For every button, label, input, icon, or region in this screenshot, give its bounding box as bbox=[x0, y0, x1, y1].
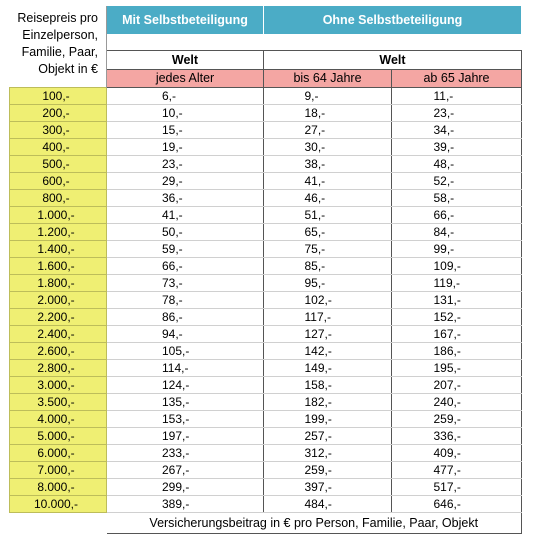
value-mit bbox=[107, 122, 264, 139]
value-bis-64-text: 127,- bbox=[304, 326, 332, 341]
value-bis-64-text: 46,- bbox=[304, 190, 326, 205]
table-row bbox=[10, 224, 522, 241]
value-ab-65 bbox=[392, 207, 522, 224]
value-bis-64-text: 9,- bbox=[304, 88, 319, 103]
table-row bbox=[10, 122, 522, 139]
value-bis-64 bbox=[264, 224, 392, 241]
price-cell-text: 1.200,- bbox=[37, 224, 75, 239]
value-ab-65-text: 48,- bbox=[433, 156, 455, 171]
price-cell-text: 3.500,- bbox=[37, 394, 75, 409]
value-ab-65 bbox=[392, 224, 522, 241]
price-cell bbox=[10, 343, 107, 360]
price-cell bbox=[10, 462, 107, 479]
price-cell bbox=[10, 258, 107, 275]
value-mit-text: 73,- bbox=[162, 275, 183, 290]
value-mit-text: 233,- bbox=[162, 445, 190, 460]
value-ab-65-text: 23,- bbox=[433, 105, 455, 120]
price-cell-text: 4.000,- bbox=[37, 411, 75, 426]
value-mit-text: 105,- bbox=[162, 343, 190, 358]
price-cell bbox=[10, 224, 107, 241]
table-row bbox=[10, 275, 522, 292]
value-ab-65 bbox=[392, 275, 522, 292]
value-ab-65-text: 646,- bbox=[433, 496, 461, 511]
price-cell-text: 2.000,- bbox=[37, 292, 75, 307]
price-cell-text: 400,- bbox=[42, 139, 70, 154]
value-mit-text: 86,- bbox=[162, 309, 183, 324]
table-row bbox=[10, 207, 522, 224]
value-bis-64-text: 85,- bbox=[304, 258, 326, 273]
value-bis-64 bbox=[264, 394, 392, 411]
value-ab-65-text: 11,- bbox=[433, 88, 454, 103]
price-cell bbox=[10, 173, 107, 190]
price-cell-text: 8.000,- bbox=[37, 479, 75, 494]
price-cell bbox=[10, 309, 107, 326]
age-ab-65: ab 65 Jahre bbox=[392, 70, 522, 88]
price-cell-text: 2.400,- bbox=[37, 326, 75, 341]
value-ab-65-text: 66,- bbox=[433, 207, 455, 222]
value-mit bbox=[107, 496, 264, 513]
value-bis-64-text: 51,- bbox=[304, 207, 326, 222]
table-row bbox=[10, 173, 522, 190]
value-mit bbox=[107, 309, 264, 326]
value-ab-65 bbox=[392, 394, 522, 411]
value-mit bbox=[107, 360, 264, 377]
value-bis-64 bbox=[264, 122, 392, 139]
price-cell bbox=[10, 411, 107, 428]
value-ab-65 bbox=[392, 241, 522, 258]
price-cell bbox=[10, 105, 107, 122]
price-cell bbox=[10, 241, 107, 258]
value-mit-text: 299,- bbox=[162, 479, 190, 494]
value-bis-64 bbox=[264, 156, 392, 173]
value-bis-64 bbox=[264, 360, 392, 377]
value-ab-65 bbox=[392, 496, 522, 513]
table-row bbox=[10, 258, 522, 275]
value-mit bbox=[107, 326, 264, 343]
value-mit bbox=[107, 428, 264, 445]
age-bis-64: bis 64 Jahre bbox=[264, 70, 392, 88]
price-cell-text: 500,- bbox=[42, 156, 70, 171]
value-mit-text: 153,- bbox=[162, 411, 190, 426]
value-mit bbox=[107, 445, 264, 462]
price-cell-text: 2.800,- bbox=[37, 360, 75, 375]
price-cell bbox=[10, 156, 107, 173]
price-cell bbox=[10, 122, 107, 139]
price-cell bbox=[10, 428, 107, 445]
value-mit bbox=[107, 173, 264, 190]
table-row bbox=[10, 445, 522, 462]
value-mit bbox=[107, 88, 264, 105]
value-mit-text: 124,- bbox=[162, 377, 190, 392]
value-ab-65 bbox=[392, 428, 522, 445]
value-mit bbox=[107, 394, 264, 411]
value-ab-65 bbox=[392, 343, 522, 360]
region-ohne: Welt bbox=[264, 51, 522, 70]
value-bis-64 bbox=[264, 292, 392, 309]
value-mit bbox=[107, 190, 264, 207]
table-row bbox=[10, 428, 522, 445]
value-mit-text: 135,- bbox=[162, 394, 190, 409]
corner-line: Reisepreis pro bbox=[17, 11, 98, 25]
value-mit-text: 197,- bbox=[162, 428, 190, 443]
value-ab-65-text: 109,- bbox=[433, 258, 461, 273]
value-ab-65-text: 259,- bbox=[433, 411, 461, 426]
price-cell bbox=[10, 275, 107, 292]
value-ab-65-text: 99,- bbox=[433, 241, 455, 256]
value-bis-64 bbox=[264, 105, 392, 122]
value-ab-65-text: 240,- bbox=[433, 394, 461, 409]
value-ab-65 bbox=[392, 360, 522, 377]
value-ab-65-text: 517,- bbox=[433, 479, 461, 494]
value-bis-64-text: 18,- bbox=[304, 105, 326, 120]
value-bis-64-text: 117,- bbox=[304, 309, 331, 324]
value-ab-65 bbox=[392, 105, 522, 122]
value-ab-65 bbox=[392, 292, 522, 309]
value-ab-65-text: 131,- bbox=[433, 292, 461, 307]
price-cell-text: 100,- bbox=[42, 88, 70, 103]
value-ab-65 bbox=[392, 462, 522, 479]
value-ab-65-text: 84,- bbox=[433, 224, 455, 239]
value-mit-text: 114,- bbox=[162, 360, 189, 375]
value-bis-64 bbox=[264, 428, 392, 445]
price-cell bbox=[10, 377, 107, 394]
price-cell-text: 2.200,- bbox=[37, 309, 75, 324]
value-ab-65 bbox=[392, 377, 522, 394]
value-bis-64 bbox=[264, 377, 392, 394]
table-row bbox=[10, 241, 522, 258]
value-mit-text: 389,- bbox=[162, 496, 190, 511]
header-mit-selbstbeteiligung: Mit Selbstbeteiligung bbox=[107, 6, 264, 34]
header-ohne-selbstbeteiligung: Ohne Selbstbeteiligung bbox=[264, 6, 522, 34]
price-cell-text: 5.000,- bbox=[37, 428, 75, 443]
table-row bbox=[10, 326, 522, 343]
footer-note: Versicherungsbeitrag in € pro Person, Familie, Paar, Objekt bbox=[107, 513, 522, 534]
value-mit-text: 50,- bbox=[162, 224, 183, 239]
value-ab-65 bbox=[392, 88, 522, 105]
value-bis-64 bbox=[264, 479, 392, 496]
value-bis-64-text: 158,- bbox=[304, 377, 332, 392]
price-cell-text: 1.400,- bbox=[37, 241, 75, 256]
value-bis-64 bbox=[264, 496, 392, 513]
value-mit bbox=[107, 275, 264, 292]
value-mit-text: 267,- bbox=[162, 462, 190, 477]
value-bis-64-text: 312,- bbox=[304, 445, 332, 460]
table-row bbox=[10, 377, 522, 394]
table-row bbox=[10, 462, 522, 479]
value-mit-text: 15,- bbox=[162, 122, 183, 137]
price-cell bbox=[10, 445, 107, 462]
value-ab-65 bbox=[392, 173, 522, 190]
price-cell bbox=[10, 190, 107, 207]
price-cell bbox=[10, 479, 107, 496]
value-ab-65 bbox=[392, 258, 522, 275]
value-bis-64-text: 257,- bbox=[304, 428, 332, 443]
price-cell-text: 1.000,- bbox=[37, 207, 75, 222]
price-cell-text: 600,- bbox=[42, 173, 70, 188]
value-mit-text: 23,- bbox=[162, 156, 183, 171]
table-row bbox=[10, 139, 522, 156]
value-ab-65-text: 167,- bbox=[433, 326, 461, 341]
premium-table bbox=[9, 6, 522, 534]
price-cell bbox=[10, 496, 107, 513]
price-cell-text: 1.600,- bbox=[37, 258, 75, 273]
value-bis-64-text: 199,- bbox=[304, 411, 332, 426]
price-cell bbox=[10, 394, 107, 411]
value-mit bbox=[107, 479, 264, 496]
value-bis-64 bbox=[264, 190, 392, 207]
price-cell bbox=[10, 292, 107, 309]
value-mit-text: 41,- bbox=[162, 207, 183, 222]
value-bis-64 bbox=[264, 258, 392, 275]
table-row bbox=[10, 292, 522, 309]
region-mit: Welt bbox=[107, 51, 264, 70]
table-row bbox=[10, 360, 522, 377]
value-ab-65-text: 34,- bbox=[433, 122, 455, 137]
value-ab-65 bbox=[392, 139, 522, 156]
value-bis-64 bbox=[264, 139, 392, 156]
price-cell bbox=[10, 88, 107, 105]
value-bis-64-text: 182,- bbox=[304, 394, 332, 409]
value-bis-64 bbox=[264, 88, 392, 105]
value-bis-64 bbox=[264, 326, 392, 343]
corner-label bbox=[10, 6, 107, 88]
value-mit-text: 66,- bbox=[162, 258, 183, 273]
value-bis-64-text: 102,- bbox=[304, 292, 332, 307]
value-ab-65-text: 39,- bbox=[433, 139, 455, 154]
value-mit-text: 19,- bbox=[162, 139, 183, 154]
value-mit-text: 10,- bbox=[162, 105, 183, 120]
value-ab-65-text: 477,- bbox=[433, 462, 461, 477]
header-spacer bbox=[107, 34, 522, 51]
value-bis-64-text: 142,- bbox=[304, 343, 332, 358]
value-mit bbox=[107, 207, 264, 224]
value-ab-65 bbox=[392, 309, 522, 326]
price-cell-text: 800,- bbox=[42, 190, 70, 205]
value-mit bbox=[107, 462, 264, 479]
value-mit bbox=[107, 258, 264, 275]
value-bis-64 bbox=[264, 445, 392, 462]
table-row bbox=[10, 105, 522, 122]
value-mit-text: 59,- bbox=[162, 241, 183, 256]
value-bis-64-text: 41,- bbox=[304, 173, 326, 188]
value-ab-65-text: 409,- bbox=[433, 445, 461, 460]
value-ab-65 bbox=[392, 326, 522, 343]
corner-line: Einzelperson, bbox=[22, 28, 98, 42]
value-ab-65-text: 58,- bbox=[433, 190, 455, 205]
value-ab-65-text: 152,- bbox=[433, 309, 461, 324]
value-ab-65 bbox=[392, 190, 522, 207]
price-cell bbox=[10, 360, 107, 377]
value-bis-64 bbox=[264, 241, 392, 258]
value-mit-text: 6,- bbox=[162, 88, 177, 103]
value-bis-64 bbox=[264, 343, 392, 360]
value-bis-64-text: 484,- bbox=[304, 496, 332, 511]
value-mit-text: 29,- bbox=[162, 173, 183, 188]
price-cell-text: 10.000,- bbox=[33, 496, 79, 511]
table-row bbox=[10, 309, 522, 326]
value-mit-text: 94,- bbox=[162, 326, 183, 341]
value-bis-64-text: 27,- bbox=[304, 122, 326, 137]
table-row bbox=[10, 156, 522, 173]
value-bis-64-text: 149,- bbox=[304, 360, 332, 375]
value-ab-65 bbox=[392, 411, 522, 428]
value-mit bbox=[107, 411, 264, 428]
value-mit bbox=[107, 343, 264, 360]
value-ab-65-text: 119,- bbox=[433, 275, 460, 290]
value-ab-65-text: 186,- bbox=[433, 343, 461, 358]
value-bis-64 bbox=[264, 411, 392, 428]
value-bis-64-text: 397,- bbox=[304, 479, 332, 494]
value-ab-65 bbox=[392, 156, 522, 173]
age-jedes-alter: jedes Alter bbox=[107, 70, 264, 88]
value-ab-65 bbox=[392, 122, 522, 139]
value-mit bbox=[107, 156, 264, 173]
value-bis-64-text: 95,- bbox=[304, 275, 326, 290]
value-ab-65-text: 195,- bbox=[433, 360, 461, 375]
table-row bbox=[10, 88, 522, 105]
footer-row bbox=[10, 513, 522, 534]
value-ab-65 bbox=[392, 479, 522, 496]
price-cell-text: 7.000,- bbox=[37, 462, 75, 477]
table-row bbox=[10, 411, 522, 428]
value-ab-65 bbox=[392, 445, 522, 462]
footer-spacer bbox=[10, 513, 107, 534]
value-bis-64-text: 30,- bbox=[304, 139, 326, 154]
table-row bbox=[10, 496, 522, 513]
price-cell bbox=[10, 326, 107, 343]
value-mit bbox=[107, 224, 264, 241]
value-bis-64 bbox=[264, 309, 392, 326]
value-mit-text: 36,- bbox=[162, 190, 183, 205]
value-mit bbox=[107, 105, 264, 122]
header-row-top bbox=[10, 6, 522, 34]
price-cell-text: 300,- bbox=[42, 122, 70, 137]
value-bis-64 bbox=[264, 462, 392, 479]
table-row bbox=[10, 394, 522, 411]
corner-line: Familie, Paar, bbox=[21, 45, 98, 59]
table-row bbox=[10, 190, 522, 207]
price-cell bbox=[10, 207, 107, 224]
value-mit bbox=[107, 139, 264, 156]
value-bis-64-text: 65,- bbox=[304, 224, 326, 239]
value-bis-64 bbox=[264, 207, 392, 224]
price-cell bbox=[10, 139, 107, 156]
price-cell-text: 2.600,- bbox=[37, 343, 75, 358]
value-mit bbox=[107, 377, 264, 394]
value-mit-text: 78,- bbox=[162, 292, 183, 307]
value-ab-65-text: 336,- bbox=[433, 428, 461, 443]
value-bis-64 bbox=[264, 173, 392, 190]
price-cell-text: 3.000,- bbox=[37, 377, 75, 392]
price-cell-text: 6.000,- bbox=[37, 445, 75, 460]
price-cell-text: 1.800,- bbox=[37, 275, 75, 290]
value-mit bbox=[107, 292, 264, 309]
table-row bbox=[10, 343, 522, 360]
table-row bbox=[10, 479, 522, 496]
corner-line: Objekt in € bbox=[38, 62, 98, 76]
value-bis-64-text: 259,- bbox=[304, 462, 332, 477]
price-cell-text: 200,- bbox=[42, 105, 70, 120]
value-bis-64-text: 38,- bbox=[304, 156, 326, 171]
value-bis-64-text: 75,- bbox=[304, 241, 326, 256]
value-bis-64 bbox=[264, 275, 392, 292]
value-ab-65-text: 207,- bbox=[433, 377, 461, 392]
value-mit bbox=[107, 241, 264, 258]
value-ab-65-text: 52,- bbox=[433, 173, 455, 188]
